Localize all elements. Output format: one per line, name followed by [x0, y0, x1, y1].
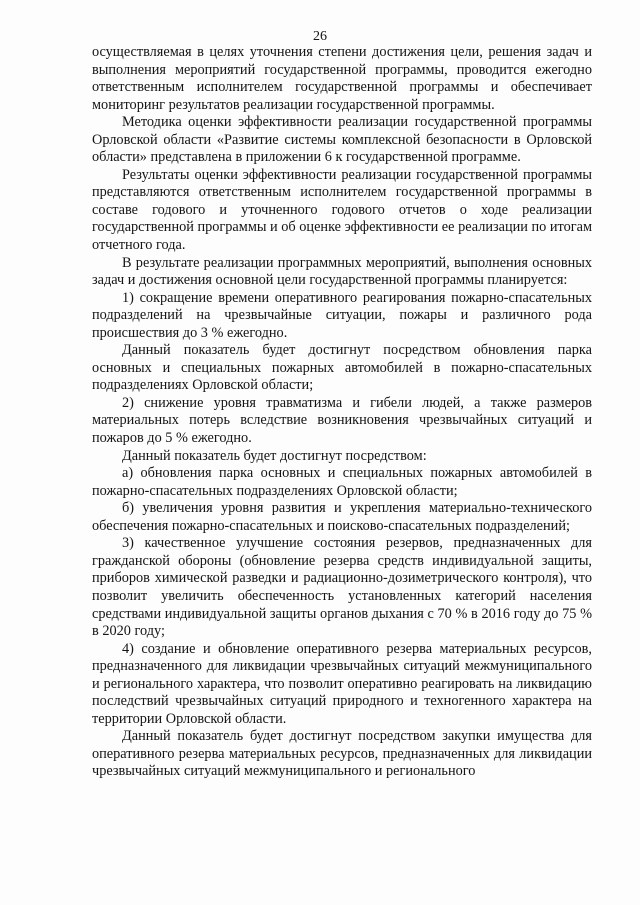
paragraph: 4) создание и обновление оперативного резерва материальных ресурсов, предназначенного для ликвидации чрезвычайных ситуаций межмуниципального и регионального характера, что позволит оперативно реагировать на ликвидацию последствий чрезвычайных ситуаций природного и техногенного характера на территории Орловской области.: [92, 640, 592, 727]
paragraph: Методика оценки эффективности реализации государственной программы Орловской области «Развитие системы комплексной безопасности в Орловской области» представлена в приложении 6 к государственной программе.: [92, 114, 592, 166]
paragraph: Данный показатель будет достигнут посредством закупки имущества для оперативного резерва материальных ресурсов, предназначенных для ликвидации чрезвычайных ситуаций межмуниципального и регионального: [92, 728, 592, 780]
paragraph: В результате реализации программных мероприятий, выполнения основных задач и достижения основной цели государственной программы планируется:: [92, 254, 592, 289]
page-number: 26: [313, 29, 327, 44]
paragraph: а) обновления парка основных и специальных пожарных автомобилей в пожарно-спасательных подразделениях Орловской области;: [92, 465, 592, 499]
paragraph: б) увеличения уровня развития и укрепления материально-технического обеспечения пожарно-спасательных и поисково-спасательных подразделений;: [92, 500, 592, 534]
document-body: [92, 44, 592, 781]
paragraph: 1) сокращение времени оперативного реагирования пожарно-спасательных подразделений на чрезвычайные ситуации, пожары и различного рода происшествия до 3 % ежегодно.: [92, 289, 592, 341]
paragraph: Данный показатель будет достигнут посредством обновления парка основных и специальных пожарных автомобилей в пожарно-спасательных подразделениях Орловской области;: [92, 342, 592, 394]
paragraph: 3) качественное улучшение состояния резервов, предназначенных для гражданской обороны (обновление резерва средств индивидуальной защиты, приборов химической разведки и радиационно-дозиметрического контроля), что позволит увеличить обеспеченность установленных категорий населения средствами индивидуальной защиты органов дыхания с 70 % в 2016 году до 75 % в 2020 году;: [92, 535, 592, 640]
paragraph: осуществляемая в целях уточнения степени достижения цели, решения задач и выполнения мероприятий государственной программы, проводится ежегодно ответственным исполнителем государственной программы и обеспечивает мониторинг результатов реализации государственной программы.: [92, 44, 592, 113]
paragraph: Результаты оценки эффективности реализации государственной программы представляются ответственным исполнителем государственной программы в составе годового и уточненного годового отчетов о ходе реализации государственной программы и об оценке эффективности ее реализации по итогам отчетного года.: [92, 166, 592, 254]
paragraph: Данный показатель будет достигнут посредством:: [122, 447, 427, 464]
paragraph: 2) снижение уровня травматизма и гибели людей, а также размеров материальных потерь вследствие возникновения чрезвычайных ситуаций и пожаров до 5 % ежегодно.: [92, 394, 592, 447]
